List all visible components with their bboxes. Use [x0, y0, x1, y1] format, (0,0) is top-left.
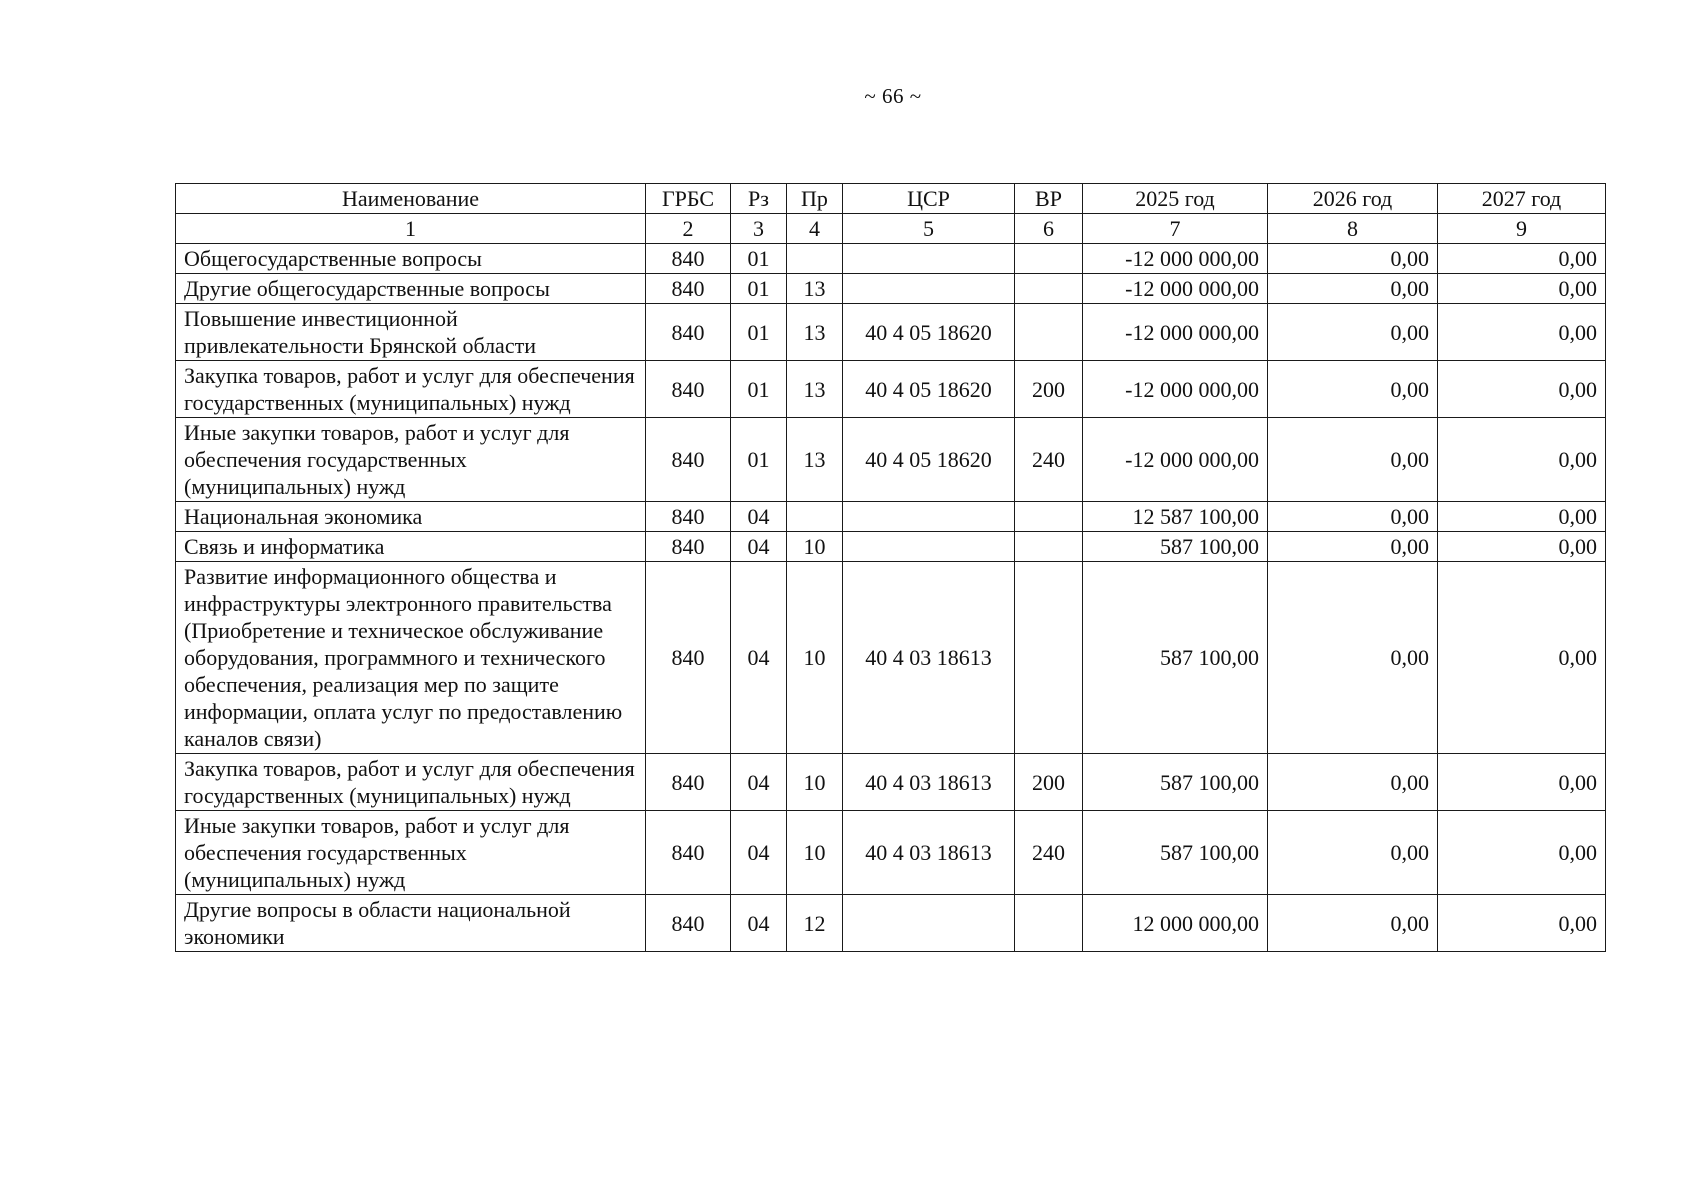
table-row [176, 418, 1606, 502]
cell-csr: 40 4 05 18620 [843, 418, 1015, 502]
table-row [176, 754, 1606, 811]
cell-pr: 13 [787, 418, 843, 502]
cell-csr: 40 4 03 18613 [843, 562, 1015, 754]
cell-vr [1015, 895, 1083, 952]
cell-grbs: 840 [646, 754, 731, 811]
header-vr: ВР [1015, 184, 1083, 214]
cell-pr [787, 244, 843, 274]
header-2025: 2025 год [1083, 184, 1268, 214]
cell-2025: -12 000 000,00 [1083, 418, 1268, 502]
cell-pr: 10 [787, 532, 843, 562]
cell-vr: 200 [1015, 754, 1083, 811]
cell-rz: 04 [731, 502, 787, 532]
column-number: 3 [731, 214, 787, 244]
cell-2027: 0,00 [1438, 562, 1606, 754]
cell-rz: 01 [731, 304, 787, 361]
cell-2027: 0,00 [1438, 418, 1606, 502]
budget-table [175, 183, 1606, 952]
cell-pr: 12 [787, 895, 843, 952]
cell-2027: 0,00 [1438, 532, 1606, 562]
cell-2027: 0,00 [1438, 361, 1606, 418]
column-number: 4 [787, 214, 843, 244]
cell-rz: 01 [731, 418, 787, 502]
table-row [176, 274, 1606, 304]
cell-grbs: 840 [646, 562, 731, 754]
cell-2025: -12 000 000,00 [1083, 361, 1268, 418]
cell-rz: 01 [731, 244, 787, 274]
column-number: 9 [1438, 214, 1606, 244]
cell-2026: 0,00 [1268, 811, 1438, 895]
cell-2026: 0,00 [1268, 274, 1438, 304]
table-row [176, 304, 1606, 361]
cell-name: Национальная экономика [176, 502, 646, 532]
header-grbs: ГРБС [646, 184, 731, 214]
cell-2027: 0,00 [1438, 811, 1606, 895]
cell-csr: 40 4 03 18613 [843, 754, 1015, 811]
column-number: 6 [1015, 214, 1083, 244]
cell-csr: 40 4 03 18613 [843, 811, 1015, 895]
cell-2026: 0,00 [1268, 532, 1438, 562]
cell-2026: 0,00 [1268, 244, 1438, 274]
cell-rz: 04 [731, 532, 787, 562]
cell-grbs: 840 [646, 502, 731, 532]
cell-name: Иные закупки товаров, работ и услуг для обеспечения государственных (муниципальных) нужд [176, 418, 646, 502]
cell-csr [843, 895, 1015, 952]
cell-grbs: 840 [646, 532, 731, 562]
cell-2026: 0,00 [1268, 562, 1438, 754]
cell-rz: 04 [731, 895, 787, 952]
cell-vr [1015, 244, 1083, 274]
cell-grbs: 840 [646, 895, 731, 952]
cell-grbs: 840 [646, 304, 731, 361]
page-number: ~ 66 ~ [864, 84, 922, 108]
header-row [176, 184, 1606, 214]
column-number: 2 [646, 214, 731, 244]
table-row [176, 502, 1606, 532]
cell-2026: 0,00 [1268, 754, 1438, 811]
cell-grbs: 840 [646, 244, 731, 274]
cell-2025: 587 100,00 [1083, 811, 1268, 895]
cell-name: Связь и информатика [176, 532, 646, 562]
cell-2027: 0,00 [1438, 244, 1606, 274]
header-2026: 2026 год [1268, 184, 1438, 214]
cell-2027: 0,00 [1438, 502, 1606, 532]
cell-pr: 13 [787, 304, 843, 361]
cell-csr: 40 4 05 18620 [843, 361, 1015, 418]
cell-vr [1015, 562, 1083, 754]
cell-name: Другие общегосударственные вопросы [176, 274, 646, 304]
cell-2025: -12 000 000,00 [1083, 244, 1268, 274]
cell-2026: 0,00 [1268, 304, 1438, 361]
cell-vr [1015, 502, 1083, 532]
table-row [176, 532, 1606, 562]
header-csr: ЦСР [843, 184, 1015, 214]
cell-vr: 240 [1015, 418, 1083, 502]
cell-name: Иные закупки товаров, работ и услуг для обеспечения государственных (муниципальных) нужд [176, 811, 646, 895]
cell-2026: 0,00 [1268, 418, 1438, 502]
cell-vr: 240 [1015, 811, 1083, 895]
cell-pr [787, 502, 843, 532]
cell-2025: -12 000 000,00 [1083, 304, 1268, 361]
cell-grbs: 840 [646, 418, 731, 502]
table-row [176, 361, 1606, 418]
header-pr: Пр [787, 184, 843, 214]
cell-2026: 0,00 [1268, 361, 1438, 418]
cell-grbs: 840 [646, 361, 731, 418]
cell-vr [1015, 532, 1083, 562]
cell-vr: 200 [1015, 361, 1083, 418]
cell-csr [843, 274, 1015, 304]
cell-csr [843, 244, 1015, 274]
cell-csr [843, 532, 1015, 562]
cell-name: Закупка товаров, работ и услуг для обеспечения государственных (муниципальных) нужд [176, 361, 646, 418]
column-number: 8 [1268, 214, 1438, 244]
cell-pr: 10 [787, 754, 843, 811]
cell-2025: 587 100,00 [1083, 532, 1268, 562]
cell-csr: 40 4 05 18620 [843, 304, 1015, 361]
table-row [176, 244, 1606, 274]
cell-pr: 13 [787, 274, 843, 304]
table-row [176, 562, 1606, 754]
cell-pr: 13 [787, 361, 843, 418]
column-number: 1 [176, 214, 646, 244]
header-rz: Рз [731, 184, 787, 214]
cell-rz: 04 [731, 754, 787, 811]
cell-name: Общегосударственные вопросы [176, 244, 646, 274]
cell-2025: 12 587 100,00 [1083, 502, 1268, 532]
cell-csr [843, 502, 1015, 532]
cell-name: Повышение инвестиционной привлекательности Брянской области [176, 304, 646, 361]
table-row [176, 811, 1606, 895]
header-2027: 2027 год [1438, 184, 1606, 214]
cell-2027: 0,00 [1438, 895, 1606, 952]
cell-rz: 04 [731, 811, 787, 895]
cell-2026: 0,00 [1268, 502, 1438, 532]
cell-vr [1015, 304, 1083, 361]
column-number: 5 [843, 214, 1015, 244]
cell-rz: 04 [731, 562, 787, 754]
cell-name: Развитие информационного общества и инфраструктуры электронного правительства (Приобретение и техническое обслуживание оборудования, программного и технического обеспечения, реализация мер по защите информации, оплата услуг по предоставлению каналов связи) [176, 562, 646, 754]
cell-grbs: 840 [646, 811, 731, 895]
table-row [176, 895, 1606, 952]
cell-2027: 0,00 [1438, 304, 1606, 361]
header-name: Наименование [176, 184, 646, 214]
cell-2026: 0,00 [1268, 895, 1438, 952]
cell-vr [1015, 274, 1083, 304]
cell-2025: -12 000 000,00 [1083, 274, 1268, 304]
column-number-row [176, 214, 1606, 244]
cell-name: Закупка товаров, работ и услуг для обеспечения государственных (муниципальных) нужд [176, 754, 646, 811]
cell-grbs: 840 [646, 274, 731, 304]
column-number: 7 [1083, 214, 1268, 244]
cell-rz: 01 [731, 274, 787, 304]
cell-2025: 587 100,00 [1083, 562, 1268, 754]
cell-rz: 01 [731, 361, 787, 418]
cell-2027: 0,00 [1438, 754, 1606, 811]
cell-pr: 10 [787, 562, 843, 754]
cell-2025: 587 100,00 [1083, 754, 1268, 811]
budget-table-body [176, 244, 1606, 952]
cell-2027: 0,00 [1438, 274, 1606, 304]
cell-pr: 10 [787, 811, 843, 895]
cell-2025: 12 000 000,00 [1083, 895, 1268, 952]
cell-name: Другие вопросы в области национальной экономики [176, 895, 646, 952]
